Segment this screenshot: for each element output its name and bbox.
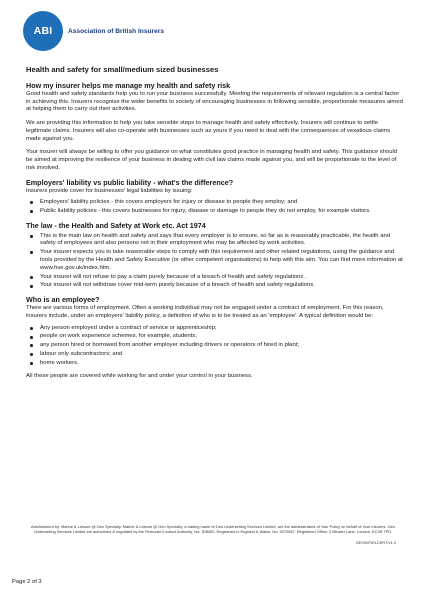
paragraph: All these people are covered while working for and under your control in your business. xyxy=(26,372,253,379)
abi-logo-mark: ABI xyxy=(23,11,63,51)
list-item: Your insurer will not refuse to pay a claim purely because of a breach of health and safety regulations . xyxy=(26,274,403,282)
list-item: This is the main law on health and safety and says that every employer is to ensure, so far as is reasonably practicable, the health and safety of employees and also persons not in their employment who may be affected by work activities. xyxy=(26,233,403,248)
list-item: Public liability policies - this covers businesses for injury, disease or damage to people they do not employ, for example visitors. xyxy=(26,208,403,216)
list-item: home workers. xyxy=(26,360,403,368)
list-item: Employers' liability policies - this covers employers for injury or disease to people they employ; and xyxy=(26,199,403,207)
paragraph: There are various forms of employment. Often a working individual may not be engaged under a contract of employment. For this reason, insurers include, under an employers' liability policy, a definition of who is to be treated as an 'employee'. A typical definition would be: xyxy=(26,305,384,319)
paragraph: Insurers provide cover for businesses' legal liabilities by issuing: xyxy=(26,188,193,195)
paragraph: We are providing this information to help you take sensible steps to manage health and safety effectively. Insurers will continue to settle legitimate claims. Insurers will also co-operate with businesses such as yours if you need to deal with the consequences of vexatious claims made against you. xyxy=(26,120,391,142)
employee-bullet-list xyxy=(26,325,403,368)
liability-bullet-list xyxy=(26,199,403,216)
paragraph: Your insurer will always be willing to offer you guidance on what constitutes good practice in managing health and safety. This guidance should be aimed at improving the resilience of your business in dealing with civil law claims made against you, and will be proportionate to the level of risk involved. xyxy=(26,149,398,171)
list-item: Any person employed under a contract of service or apprenticeship; xyxy=(26,325,403,333)
page-number: Page 2 of 3 xyxy=(12,579,42,585)
section-heading-employee: Who is an employee? xyxy=(26,295,100,305)
section-heading-law: The law - the Health and Safety at Work etc. Act 1974 xyxy=(26,220,206,230)
paragraph: Good health and safety standards help you to run your business successfully. Meeting the requirements of relevant regulation is a central factor in achieving this. Insurers recognise the wider benefits to society of encouraging businesses in following sensible, proportionate measures aimed at helping them to carry out their activities. xyxy=(26,91,403,113)
list-item: people on work experience schemes, for example, students; xyxy=(26,333,403,341)
abi-logo xyxy=(23,11,164,51)
list-item: labour only subcontractors; and xyxy=(26,351,403,359)
footer-reference: GEOMIT/ELCERT/v1.2 xyxy=(355,540,396,545)
footer-admin-text: Administered by: Marine & Leisure @ Geo Specialty. Marine & Leisure @ Geo Specialty, a trading name of Geo Underwriting Services Limited, are the administrators of Your Policy on behalf of Your Insurers. Geo Underwriting Services Limited are authorised & regulated by the Financial Conduct Authority, No: 308400. Registered in England & Wales, No: 4070987. Registered Office: 2 Minster Lane, London, EC3R 7PD. xyxy=(31,524,395,535)
section-heading-insurer-help: How my insurer helps me manage my health and safety risk xyxy=(26,81,231,90)
list-item: Your insurer expects you to take reasonable steps to comply with this requirement and other related regulations, using the guidance and tools provided by the Health and Safety Executive (or other competent organisations) to help with this aim. You can find more information at www.hse.gov.uk/index.htm. xyxy=(26,249,403,272)
abi-logo-text: Association of British Insurers xyxy=(68,27,164,35)
law-bullet-list xyxy=(26,233,403,290)
section-heading-liability: Employers' liability vs public liability - what's the difference? xyxy=(26,178,234,188)
page-title: Health and safety for small/medium sized businesses xyxy=(26,65,219,74)
list-item: any person hired or borrowed from another employer including drivers or operators of hired in plant; xyxy=(26,342,403,350)
document-body xyxy=(26,65,403,386)
list-item: Your insurer will not withdraw cover mid-term purely because of a breach of health and safety regulations. xyxy=(26,282,403,290)
